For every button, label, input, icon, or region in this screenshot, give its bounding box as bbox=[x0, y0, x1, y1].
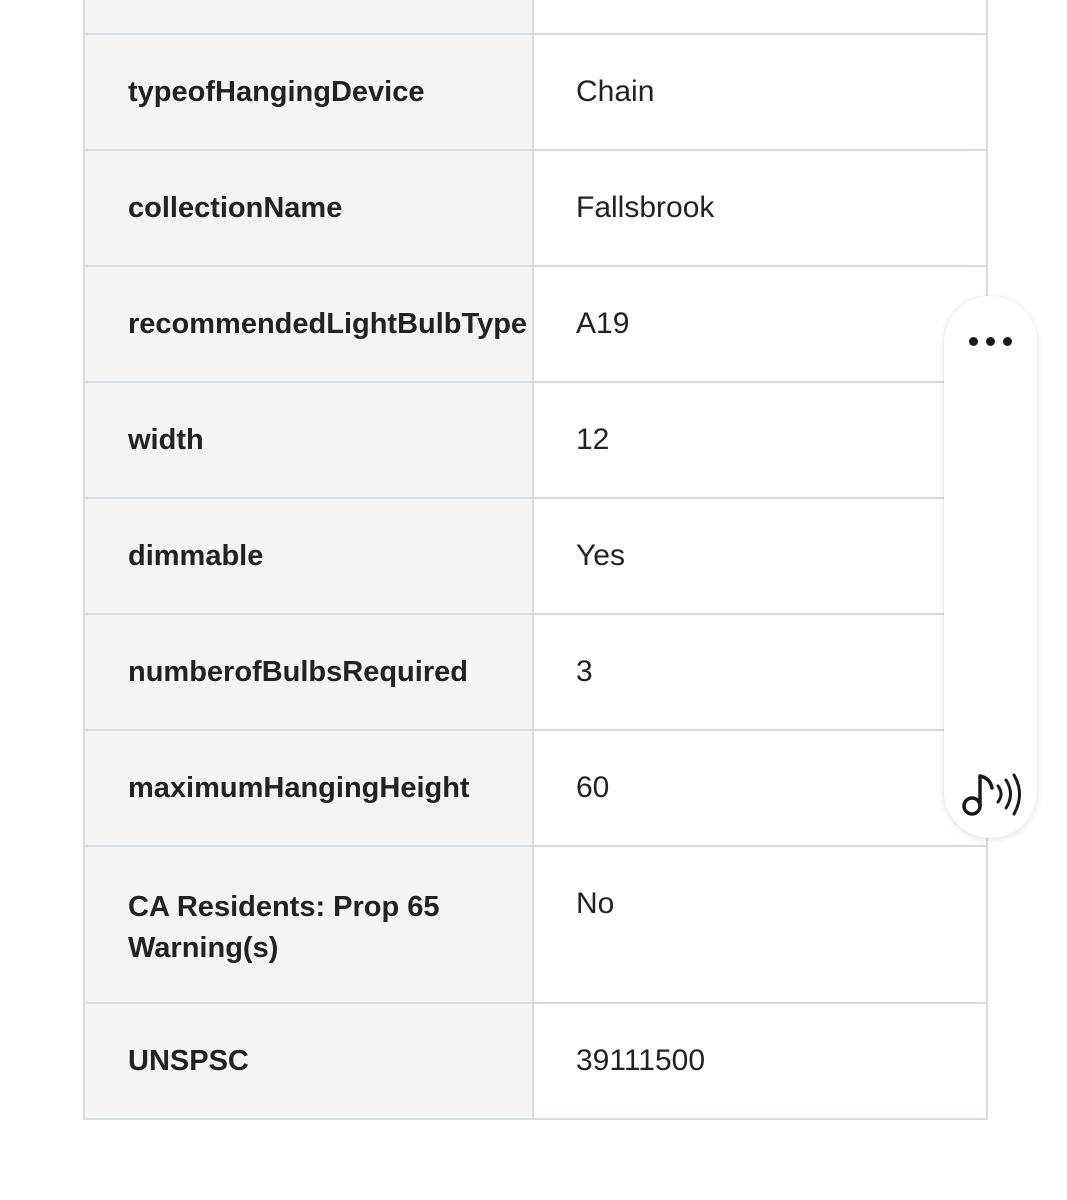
spec-key: collectionName bbox=[85, 151, 534, 265]
spec-key: width bbox=[85, 383, 534, 497]
floating-toolbar bbox=[944, 296, 1037, 838]
more-horizontal-icon bbox=[965, 337, 1016, 346]
spec-value: 39111500 bbox=[534, 1004, 986, 1118]
specifications-table bbox=[83, 0, 988, 1120]
spec-key: dimmable bbox=[85, 499, 534, 613]
spec-key: UNSPSC bbox=[85, 1004, 534, 1118]
table-row bbox=[85, 33, 986, 149]
spec-value: 3 bbox=[534, 615, 986, 729]
table-row bbox=[85, 497, 986, 613]
spec-value: A19 bbox=[534, 267, 986, 381]
spec-key bbox=[85, 0, 534, 33]
more-options-button[interactable] bbox=[944, 318, 1037, 364]
table-row bbox=[85, 149, 986, 265]
read-aloud-button[interactable] bbox=[956, 766, 1026, 822]
spec-key: CA Residents: Prop 65 Warning(s) bbox=[85, 847, 534, 1002]
table-row bbox=[85, 845, 986, 1002]
spec-value: 60 bbox=[534, 731, 986, 845]
spec-value: 12 bbox=[534, 383, 986, 497]
spec-value: Fallsbrook bbox=[534, 151, 986, 265]
table-row bbox=[85, 265, 986, 381]
table-row bbox=[85, 613, 986, 729]
spec-key: numberofBulbsRequired bbox=[85, 615, 534, 729]
spec-key: recommendedLightBulbType bbox=[85, 267, 534, 381]
table-row bbox=[85, 0, 986, 33]
spec-value: Yes bbox=[534, 499, 986, 613]
table-row bbox=[85, 1002, 986, 1118]
table-row bbox=[85, 381, 986, 497]
spec-value bbox=[534, 0, 986, 33]
spec-key: typeofHangingDevice bbox=[85, 35, 534, 149]
spec-value: Chain bbox=[534, 35, 986, 149]
table-row bbox=[85, 729, 986, 845]
spec-value: No bbox=[534, 847, 986, 1002]
spec-key: maximumHangingHeight bbox=[85, 731, 534, 845]
music-note-sound-icon bbox=[956, 766, 1026, 822]
